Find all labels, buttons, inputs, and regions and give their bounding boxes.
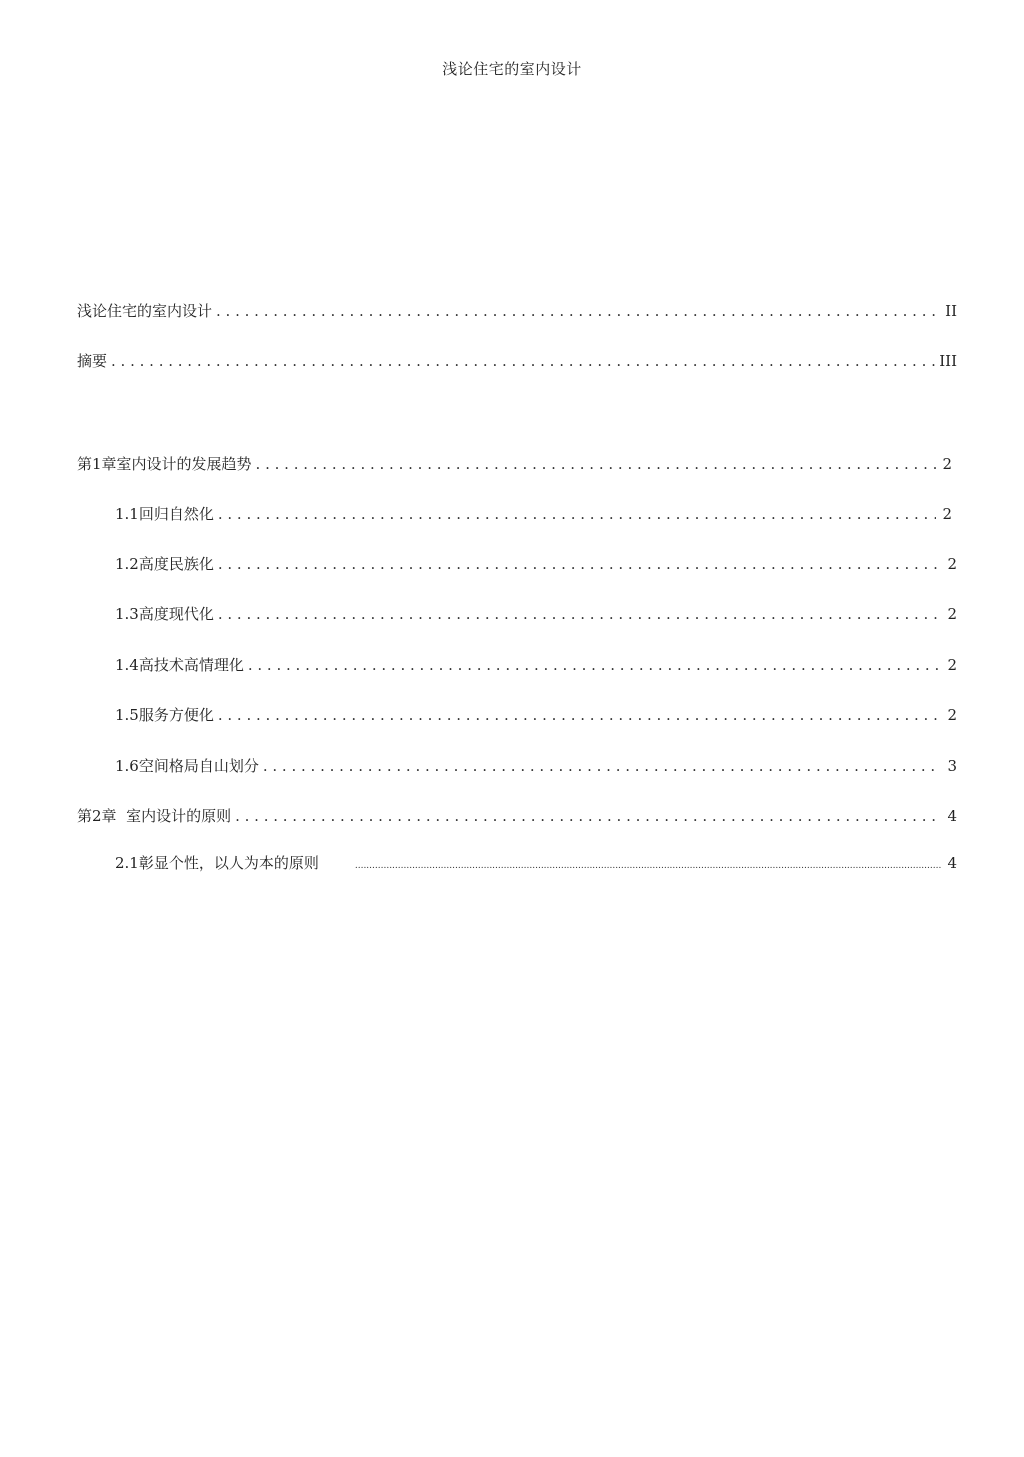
toc-entry-chapter-1[interactable]	[77, 453, 952, 475]
dot-leader	[263, 755, 941, 777]
toc-entry-title-page[interactable]	[77, 300, 957, 322]
dot-leader	[355, 855, 941, 877]
toc-entry-title: 2.1彰显个性，以人为本的原则	[115, 854, 319, 872]
toc-entry-title: 浅论住宅的室内设计	[77, 302, 213, 320]
toc-page-number: 3	[947, 757, 957, 775]
toc-entry-section-1-4[interactable]	[115, 654, 957, 676]
dot-leader	[248, 654, 941, 676]
toc-page-number: 2	[947, 605, 957, 623]
dot-leader	[256, 453, 936, 475]
toc-page-number: II	[945, 302, 957, 320]
dot-leader	[235, 805, 941, 827]
toc-entry-title: 1.3高度现代化	[115, 605, 214, 623]
toc-entry-section-1-1[interactable]	[115, 503, 952, 525]
toc-entry-section-1-2[interactable]	[115, 553, 957, 575]
toc-entry-title: 第1章室内设计的发展趋势	[77, 455, 252, 473]
toc-entry-abstract[interactable]	[77, 350, 957, 372]
toc-page-number: 2	[947, 706, 957, 724]
page-header-title: 浅论住宅的室内设计	[442, 60, 582, 78]
toc-entry-chapter-2[interactable]	[77, 805, 957, 827]
toc-entry-title: 1.1回归自然化	[115, 505, 214, 523]
toc-page-number: III	[939, 352, 957, 370]
toc-page-number: 2	[947, 656, 957, 674]
toc-page-number: 2	[942, 455, 952, 473]
toc-page-number: 4	[947, 807, 957, 825]
toc-entry-title: 1.6空间格局自山划分	[115, 757, 259, 775]
toc-page-number: 2	[942, 505, 952, 523]
dot-leader	[218, 503, 936, 525]
toc-entry-title: 摘要	[77, 352, 108, 370]
toc-entry-section-1-3[interactable]	[115, 603, 957, 625]
toc-entry-title: 1.2高度民族化	[115, 555, 214, 573]
toc-page-number: 4	[947, 854, 957, 872]
table-of-contents	[77, 0, 957, 1457]
dot-leader	[216, 300, 941, 322]
dot-leader	[218, 553, 941, 575]
toc-entry-title: 第2章 室内设计的原则	[77, 807, 232, 825]
dot-leader	[218, 603, 941, 625]
dot-leader	[111, 350, 935, 372]
toc-page-number: 2	[947, 555, 957, 573]
toc-entry-section-2-1[interactable]	[115, 852, 957, 874]
toc-entry-section-1-6[interactable]	[115, 755, 957, 777]
dot-leader	[218, 704, 941, 726]
toc-entry-title: 1.4高技术高情理化	[115, 656, 244, 674]
toc-entry-title: 1.5服务方便化	[115, 706, 214, 724]
toc-entry-section-1-5[interactable]	[115, 704, 957, 726]
